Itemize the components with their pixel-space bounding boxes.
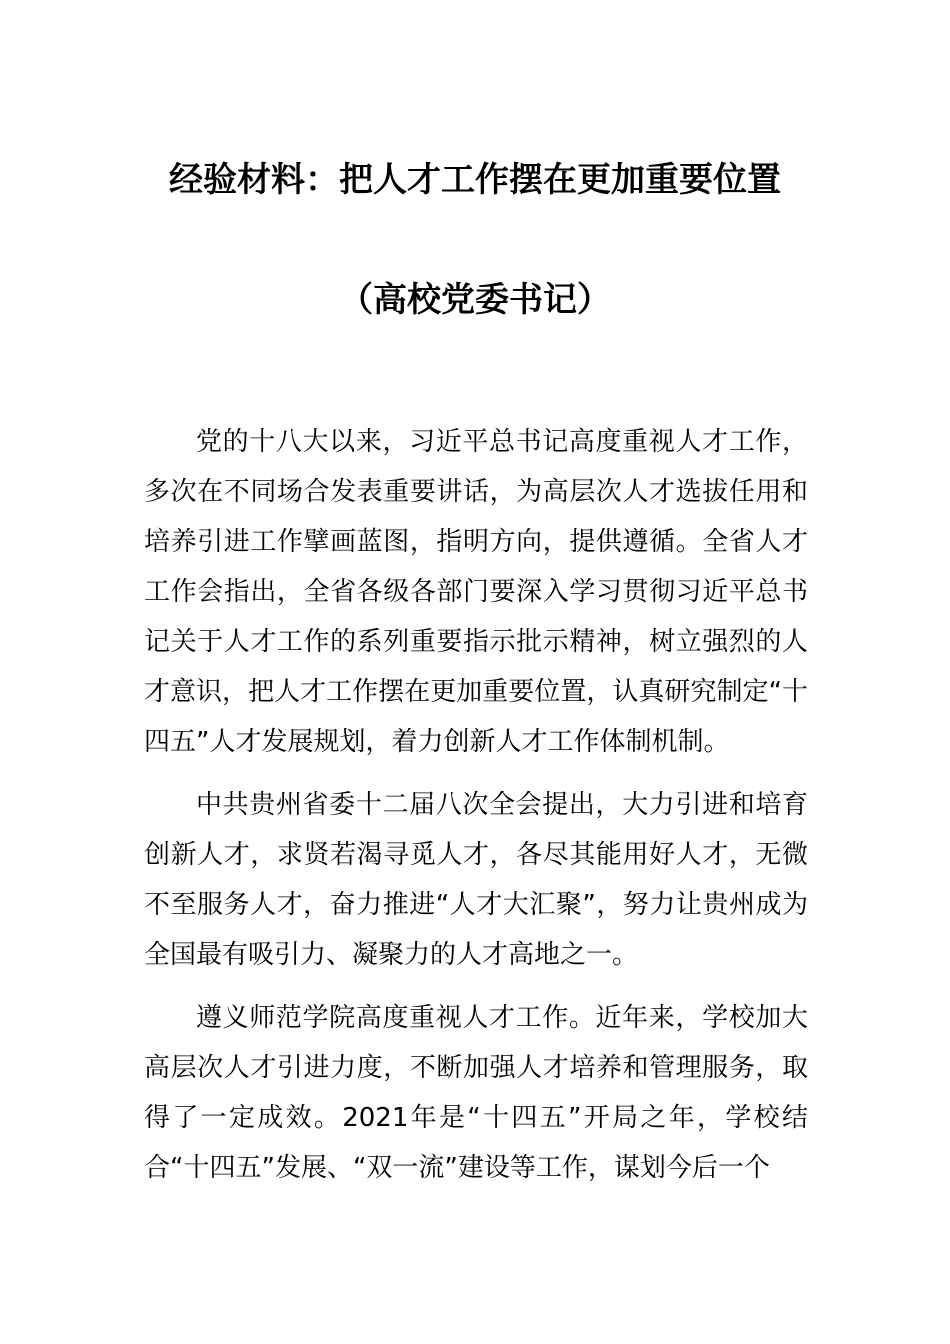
paragraph-2: 中共贵州省委十二届八次全会提出，大力引进和培育创新人才，求贤若渴寻觅人才，各尽其能用好人才，无微不至服务人才，奋力推进“人才大汇聚”，努力让贵州成为全国最有吸引力、凝聚力的人才高地之一。: [144, 790, 808, 970]
paragraph-3: 遵义师范学院高度重视人才工作。近年来，学校加大高层次人才引进力度，不断加强人才培养和管理服务，取得了一定成效。2021年是“十四五”开局之年，学校结合“十四五”发展、“双一流”建设等工作，谋划今后一个: [144, 1003, 808, 1183]
paragraph-1: 党的十八大以来，习近平总书记高度重视人才工作，多次在不同场合发表重要讲话，为高层次人才选拔任用和培养引进工作擘画蓝图，指明方向，提供遵循。全省人才工作会指出，全省各级各部门要深入学习贯彻习近平总书记关于人才工作的系列重要指示批示精神，树立强烈的人才意识，把人才工作摆在更加重要位置，认真研究制定“十四五”人才发展规划，着力创新人才工作体制机制。: [144, 427, 808, 757]
document-subtitle: （高校党委书记）: [339, 280, 611, 320]
document-body: [144, 417, 808, 1206]
document-title: 经验材料：把人才工作摆在更加重要位置: [169, 160, 781, 200]
